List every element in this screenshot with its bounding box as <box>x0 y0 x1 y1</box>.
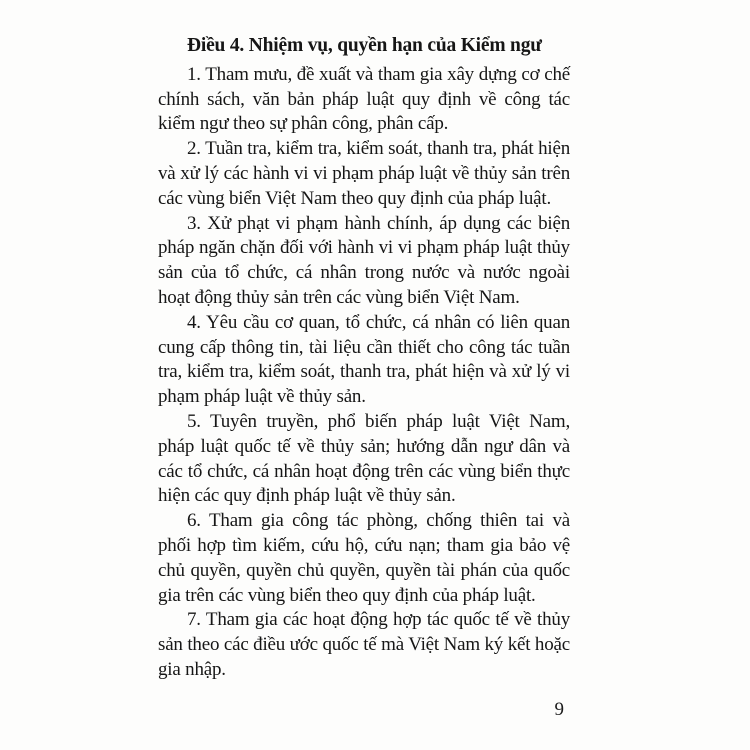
article-heading: Điều 4. Nhiệm vụ, quyền hạn của Kiểm ngư <box>187 35 542 56</box>
article-clause-7: 7. Tham gia các hoạt động hợp tác quốc tế về thủy sản theo các điều ước quốc tế mà Việt Nam ký kết hoặc gia nhập. <box>158 609 570 680</box>
article-clause-1: 1. Tham mưu, đề xuất và tham gia xây dựng cơ chế chính sách, văn bản pháp luật quy định về công tác kiểm ngư theo sự phân công, phân cấp. <box>158 63 570 135</box>
article-clause-4: 4. Yêu cầu cơ quan, tổ chức, cá nhân có liên quan cung cấp thông tin, tài liệu cần thiết cho công tác tuần tra, kiểm tra, kiểm soát, thanh tra, phát hiện và xử lý vi phạm pháp luật về thủy sản. <box>158 311 570 408</box>
article-clause-6: 6. Tham gia công tác phòng, chống thiên tai và phối hợp tìm kiếm, cứu hộ, cứu nạn; tham gia bảo vệ chủ quyền, quyền chủ quyền, quyền tài phán của quốc gia trên các vùng biển theo quy định của pháp luật. <box>158 510 570 606</box>
article-clause-2: 2. Tuần tra, kiểm tra, kiểm soát, thanh tra, phát hiện và xử lý các hành vi vi phạm pháp luật về thủy sản trên các vùng biển Việt Nam theo quy định của pháp luật. <box>158 138 570 209</box>
article-clause-3: 3. Xử phạt vi phạm hành chính, áp dụng các biện pháp ngăn chặn đối với hành vi vi phạm pháp luật thủy sản của tổ chức, cá nhân trong nước và nước ngoài hoạt động thủy sản trên các vùng biển Việt Nam. <box>158 212 570 308</box>
article-clause-5: 5. Tuyên truyền, phổ biến pháp luật Việt Nam, pháp luật quốc tế về thủy sản; hướng dẫn ngư dân và các tổ chức, cá nhân hoạt động trên các vùng biển thực hiện các quy định pháp luật về thủy sản. <box>158 410 570 507</box>
article-text-block <box>158 34 570 683</box>
page-number: 9 <box>554 699 564 720</box>
